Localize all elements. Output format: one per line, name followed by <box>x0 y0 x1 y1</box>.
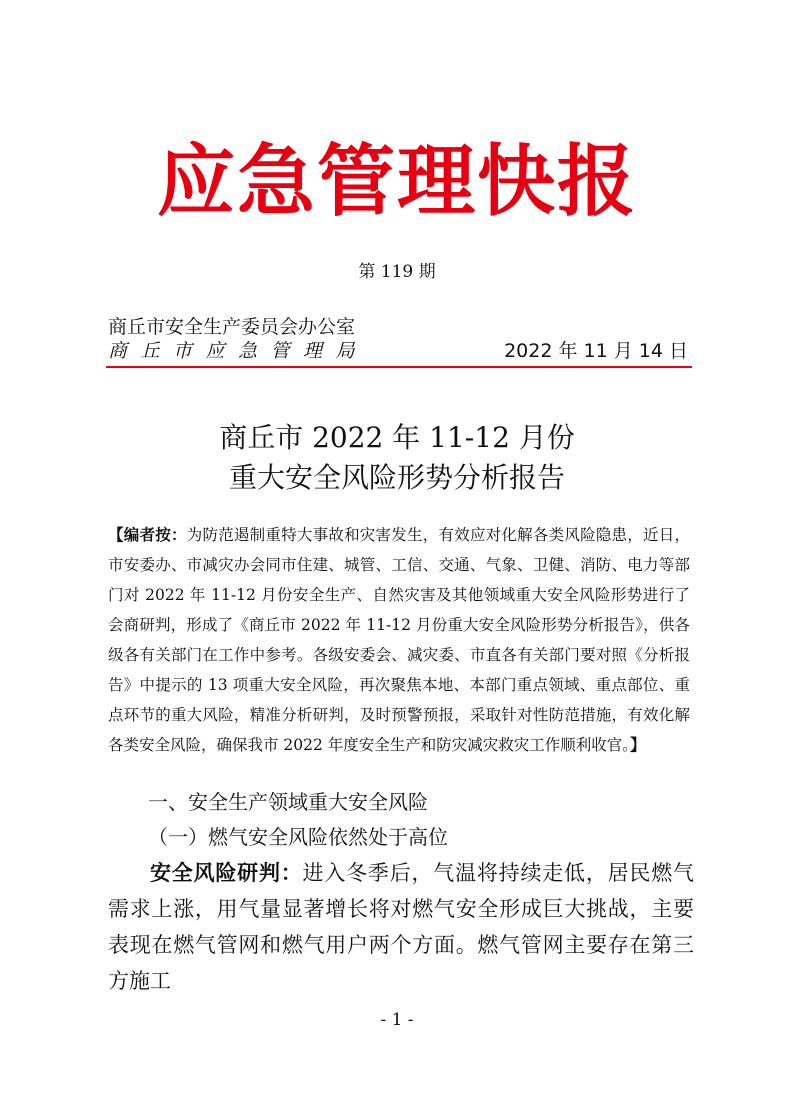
issue-number: 第 119 期 <box>358 262 436 282</box>
body-paragraph-text: 进入冬季后，气温将持续走低，居民燃气需求上涨，用气量显著增长将对燃气安全形成巨大挑战，主要表现在燃气管网和燃气用户两个方面。燃气管网主要存在第三方施工 <box>108 861 695 993</box>
issuing-org-1: 商丘市安全生产委员会办公室 <box>108 316 356 338</box>
issue-date: 2022 年 11 月 14 日 <box>504 340 688 362</box>
editor-note-label: 编者按 <box>123 525 171 544</box>
issuing-org-2: 商丘市应急管理局 <box>108 340 369 362</box>
report-title-line1: 商丘市 2022 年 11-12 月份 <box>219 421 575 454</box>
header-divider <box>106 366 692 368</box>
editor-note <box>108 520 690 760</box>
masthead-title: 应急管理快报 <box>156 137 637 227</box>
body-paragraph <box>108 855 694 999</box>
editor-note-text: 为防范遏制重特大事故和灾害发生，有效应对化解各类风险隐患，近日，市安委办、市减灾办会同市住建、城管、工信、交通、气象、卫健、消防、电力等部门对 2022 年 11-12 月份安全生产、自然灾害及其他领域重大安全风险形势进行了会商研判，形成了《商丘市 2022 年 11-12 月份重大安全风险形势分析报告》，供各级各有关部门在工作中参考。各级安委会、减灾委、市直各有关部门要对照《分析报告》中提示的 13 项重大安全风险，再次聚焦本地、本部门重点领域、重点部位、重点环节的重大风险，精准分析研判，及时预警预报，采取针对性防范措施，有效化解各类安全风险，确保我市 2022 年度安全生产和防灾减灾救灾工作顺利收官。 <box>108 526 690 754</box>
report-title-line2: 重大安全风险形势分析报告 <box>228 461 565 494</box>
subsection-heading: （一）燃气安全风险依然处于高位 <box>148 825 448 849</box>
page-number: - 1 - <box>380 1010 414 1030</box>
editor-note-open: 【 <box>108 525 124 544</box>
editor-note-colon: ： <box>170 525 187 544</box>
section-heading: 一、安全生产领域重大安全风险 <box>148 790 428 814</box>
risk-assessment-label: 安全风险研判： <box>150 861 303 885</box>
editor-note-close: 】 <box>630 735 646 754</box>
